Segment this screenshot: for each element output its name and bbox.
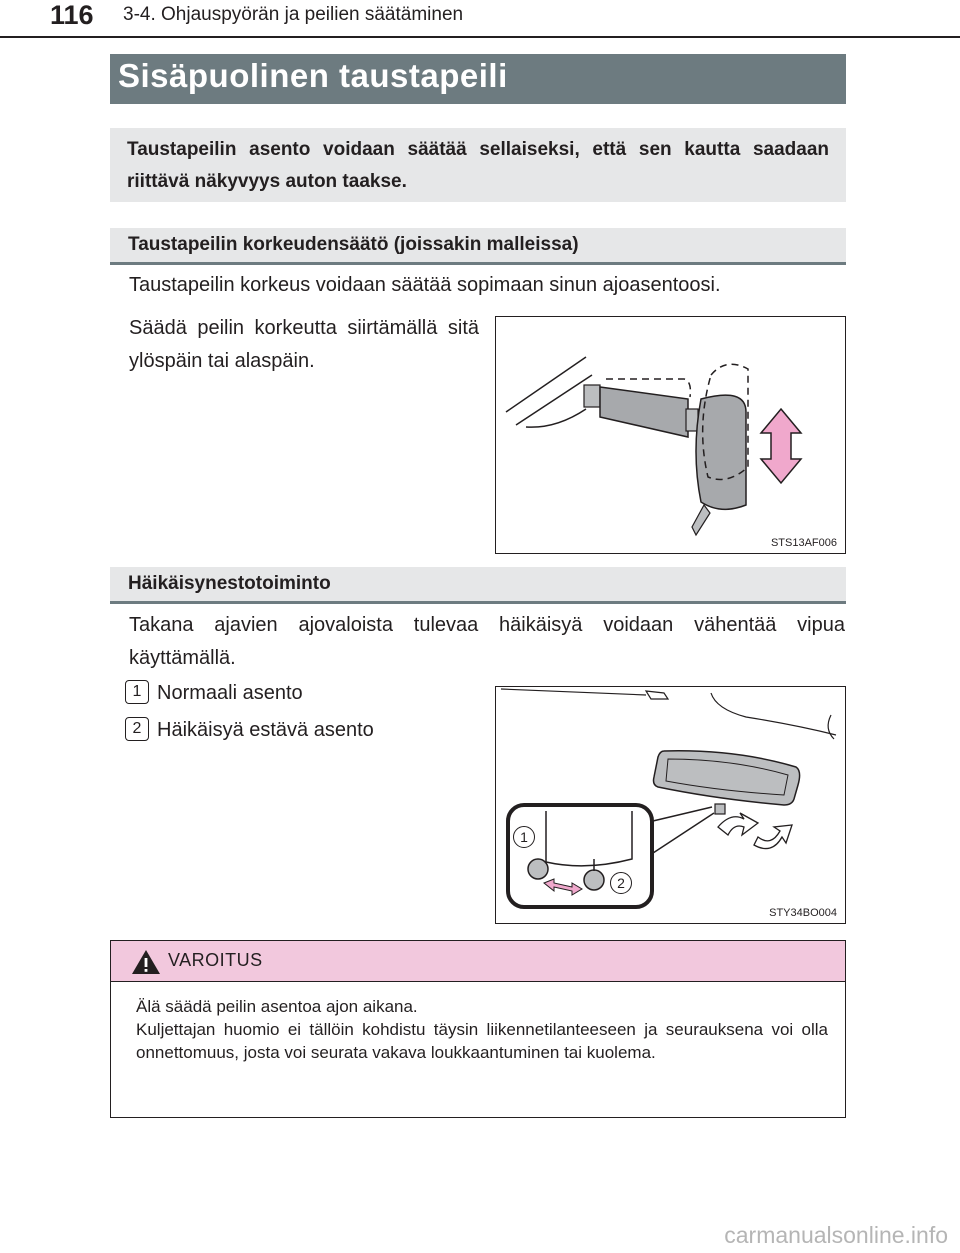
figure-code-1: STS13AF006 (770, 537, 837, 549)
height-adjust-heading: Taustapeilin korkeudensäätö (joissakin malleissa) (128, 234, 579, 255)
header-divider (0, 36, 960, 38)
warning-text (136, 995, 828, 1064)
list-item-normal-position: Normaali asento (157, 682, 303, 704)
warning-triangle-icon (130, 948, 162, 976)
height-adjust-paragraph-1: Taustapeilin korkeus voidaan säätää sopimaan sinun ajoasentoosi. (129, 274, 721, 296)
figure-callout-2: 2 (610, 872, 632, 894)
mirror-height-figure (495, 316, 846, 554)
list-number-1: 1 (125, 680, 149, 704)
height-adjust-paragraph-2: Säädä peilin korkeutta siirtämällä sitä ylöspäin tai alaspäin. (129, 317, 479, 372)
watermark: carmanualsonline.info (724, 1222, 948, 1248)
chapter-title: 3-4. Ohjauspyörän ja peilien säätäminen (123, 4, 464, 25)
list-number-2: 2 (125, 717, 149, 741)
antiglare-paragraph: Takana ajavien ajovaloista tulevaa häikäisyä voidaan vähentää vipua käyttämällä. (129, 614, 845, 669)
warning-line-2: Kuljettajan huomio ei tällöin kohdistu täysin liikennetilanteeseen ja seurauksena voi olla onnettomuus, josta voi seurata vakava loukkaantuminen tai kuolema. (136, 1020, 828, 1062)
page-number: 116 (50, 0, 94, 30)
antiglare-figure (495, 686, 846, 924)
warning-label: VAROITUS (168, 950, 263, 970)
mirror-height-illustration (496, 317, 845, 553)
list-item-antiglare-position: Häikäisyä estävä asento (157, 719, 374, 741)
warning-line-1: Älä säädä peilin asentoa ajon aikana. (136, 997, 418, 1016)
figure-callout-1: 1 (513, 826, 535, 848)
antiglare-illustration (496, 687, 845, 923)
intro-text: Taustapeilin asento voidaan säätää sellaiseksi, että sen kautta saadaan riittävä näkyvyys auton taakse. (127, 139, 829, 192)
section-title: Sisäpuolinen taustapeili (118, 57, 508, 94)
figure-code-2: STY34BO004 (769, 907, 837, 919)
antiglare-heading: Häikäisynestotoiminto (128, 573, 331, 594)
